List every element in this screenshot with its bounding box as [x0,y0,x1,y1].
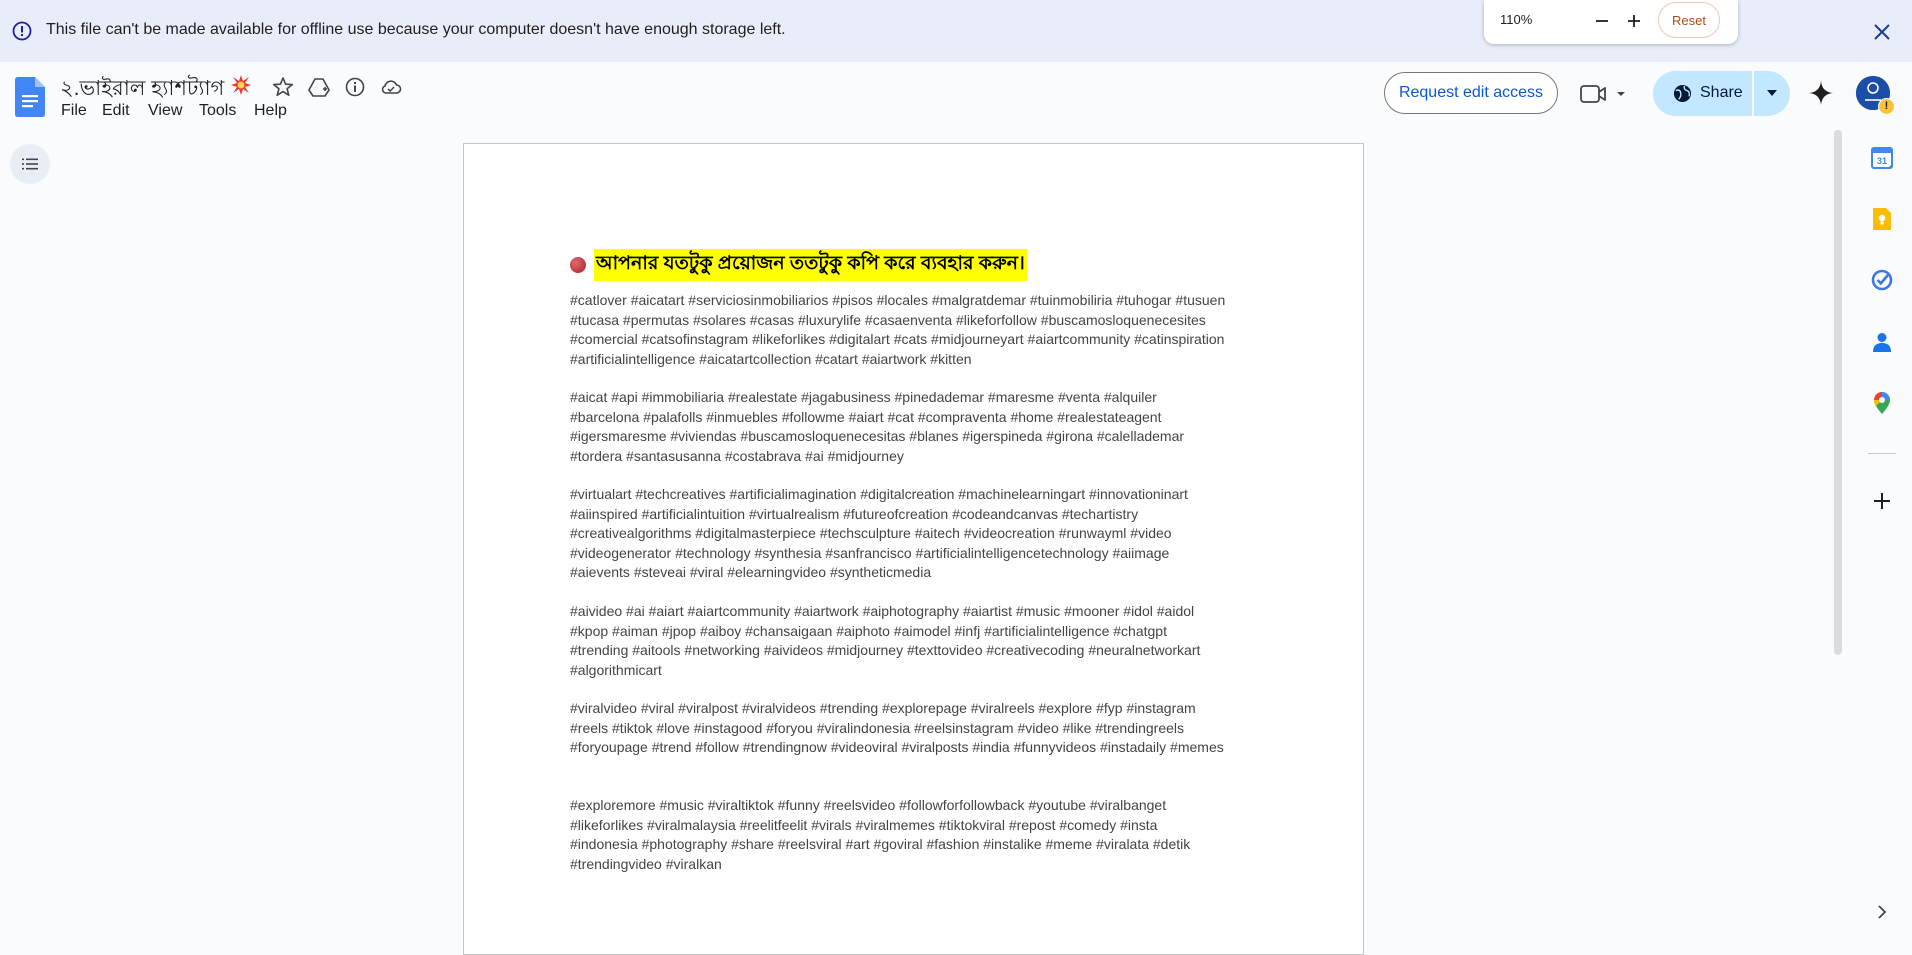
document-heading [570,249,1027,281]
share-button[interactable] [1653,71,1752,116]
calendar-icon[interactable] [1870,146,1894,170]
share-button-group [1653,71,1790,116]
share-label: Share [1700,84,1743,101]
paragraph-line: #aivideo #ai #aiart #aiartcommunity #aiartwork #aiphotography #aiartist #music #mooner #idol #aidol [570,603,1195,619]
explosion-emoji-icon [230,74,252,96]
docs-logo-icon[interactable] [15,77,45,117]
paragraph-line: #comercial #catsofinstagram #likeforlikes #digitalart #cats #midjourneyart #aiartcommunity #catinspiration [570,331,1225,347]
paragraph-line: #exploremore #music #viraltiktok #funny #reelsvideo #followforfollowback #youtube #viralbanget [570,797,1167,813]
paragraph-line: #videogenerator #technology #synthesia #sanfrancisco #artificialintelligencetechnology #aiimage [570,544,1170,561]
side-panel-divider [1868,453,1896,454]
hashtag-paragraph [570,602,1270,680]
gemini-sparkle-icon[interactable] [1808,80,1834,106]
zoom-popup [1484,0,1738,44]
paragraph-line: #trendingvideo #viralkan [570,855,722,872]
paragraph-line: #likeforlikes #viralmalaysia #reelitfeelit #virals #viralmemes #tiktokviral #repost #comedy #insta [570,816,1158,833]
menu-file[interactable]: File [61,102,87,119]
hashtag-paragraph [570,485,1270,583]
globe-icon [1673,84,1692,103]
paragraph-line: #trending #aitools #networking #aivideos #midjourney #texttovideo #creativecoding #neuralnetworkart [570,642,1201,658]
document-outline-button[interactable] [10,144,50,184]
paragraph-line: #creativealgorithms #digitalmasterpiece #techsculpture #aitech #videocreation #runwayml #video [570,525,1172,541]
document-title[interactable]: ২.ভাইরাল হ্যাশট্যাগ [60,77,225,100]
hashtag-paragraph [570,699,1270,758]
paragraph-line: #algorithmicart [570,661,662,678]
cloud-status-icon[interactable] [380,76,402,98]
paragraph-line: #igersmaresme #viviendas #buscamosloquenecesitas #blanes #igerspineda #girona #calellademar [570,428,1185,444]
paragraph-line: #aievents #steveai #viral #elearningvideo #syntheticmedia [570,564,932,580]
zoom-out-button[interactable] [1591,10,1613,32]
hashtag-paragraph [570,796,1270,874]
paragraph-line: #aiinspired #artificialintuition #virtualrealism #futureofcreation #codeandcanvas #techartistry [570,505,1139,522]
menu-tools[interactable]: Tools [199,102,237,119]
plus-icon [1627,14,1641,28]
paragraph-line: #reels #tiktok #love #instagood #foryou #viralindonesia #reelsinstagram #video #like #trendingreels [570,719,1185,736]
paragraph-line: #catlover #aicatart #serviciosinmobiliarios #pisos #locales #malgratdemar #tuinmobiliria #tuhogar #tusuen [570,292,1226,308]
info-icon[interactable] [344,76,366,98]
paragraph-line: #viralvideo #viral #viralpost #viralvideos #trending #explorepage #viralreels #explore #fyp #instagram [570,700,1196,716]
expand-side-panel-icon[interactable] [1874,904,1890,920]
paragraph-line: #barcelona #palafolls #inmuebles #followme #aiart #cat #compraventa #home #realestateagent [570,408,1162,425]
hashtag-paragraph [570,291,1270,369]
paragraph-line: #tucasa #permutas #solares #casas #luxurylife #casaenventa #likeforfollow #buscamosloquenecesites [570,311,1206,328]
minus-icon [1595,14,1609,28]
banner-message: This file can't be made available for offline use because your computer doesn't have enough storage left. [46,21,786,38]
paragraph-line: #foryoupage #trend #follow #trendingnow #videoviral #viralposts #india #funnyvideos #instadaily #memes [570,739,1224,755]
add-addon-icon[interactable] [1870,489,1894,513]
request-edit-access-button[interactable]: Request edit access [1384,72,1558,114]
paragraph-line: #indonesia #photography #share #reelsviral #art #goviral #fashion #instalike #meme #viralata #detik [570,836,1191,852]
menu-help[interactable]: Help [254,102,287,119]
account-warning-badge: ! [1878,98,1895,115]
hashtag-paragraph [570,388,1270,466]
info-alert-icon [12,21,32,41]
zoom-reset-button[interactable]: Reset [1658,2,1720,38]
paragraph-line: #artificialintelligence #aicatartcollection #catart #aiartwork #kitten [570,350,972,367]
zoom-in-button[interactable] [1623,10,1645,32]
paragraph-line: #kpop #aiman #jpop #aiboy #chansaigaan #aiphoto #aimodel #infj #artificialintelligence #chatgpt [570,622,1167,639]
maps-icon[interactable] [1870,391,1894,415]
avatar[interactable] [1856,76,1890,110]
vertical-scrollbar-thumb[interactable] [1834,130,1842,655]
heading-text: আপনার যতটুকু প্রয়োজন ততটুকু কপি করে ব্যবহার করুন। [594,249,1027,281]
close-icon[interactable] [1870,20,1894,44]
red-circle-emoji-icon [570,257,586,273]
share-dropdown-button[interactable] [1754,71,1790,116]
menu-view[interactable]: View [148,102,183,119]
outline-list-icon [22,158,38,170]
keep-icon[interactable] [1870,207,1894,231]
meet-video-icon[interactable] [1580,82,1628,106]
menu-edit[interactable]: Edit [102,102,130,119]
document-page[interactable] [463,143,1364,955]
paragraph-line: #tordera #santasusanna #costabrava #ai #midjourney [570,447,904,464]
zoom-level: 110% [1500,12,1533,27]
tasks-icon[interactable] [1870,268,1894,292]
caret-down-icon [1767,90,1777,97]
star-icon[interactable] [272,76,294,98]
paragraph-line: #virtualart #techcreatives #artificialimagination #digitalcreation #machinelearningart #innovationinart [570,486,1188,502]
contacts-icon[interactable] [1870,330,1894,354]
paragraph-line: #aicat #api #immobiliaria #realestate #jagabusiness #pinedademar #maresme #venta #alquiler [570,389,1157,405]
calendar-day: 31 [1876,156,1888,166]
move-to-drive-icon[interactable] [308,76,330,98]
